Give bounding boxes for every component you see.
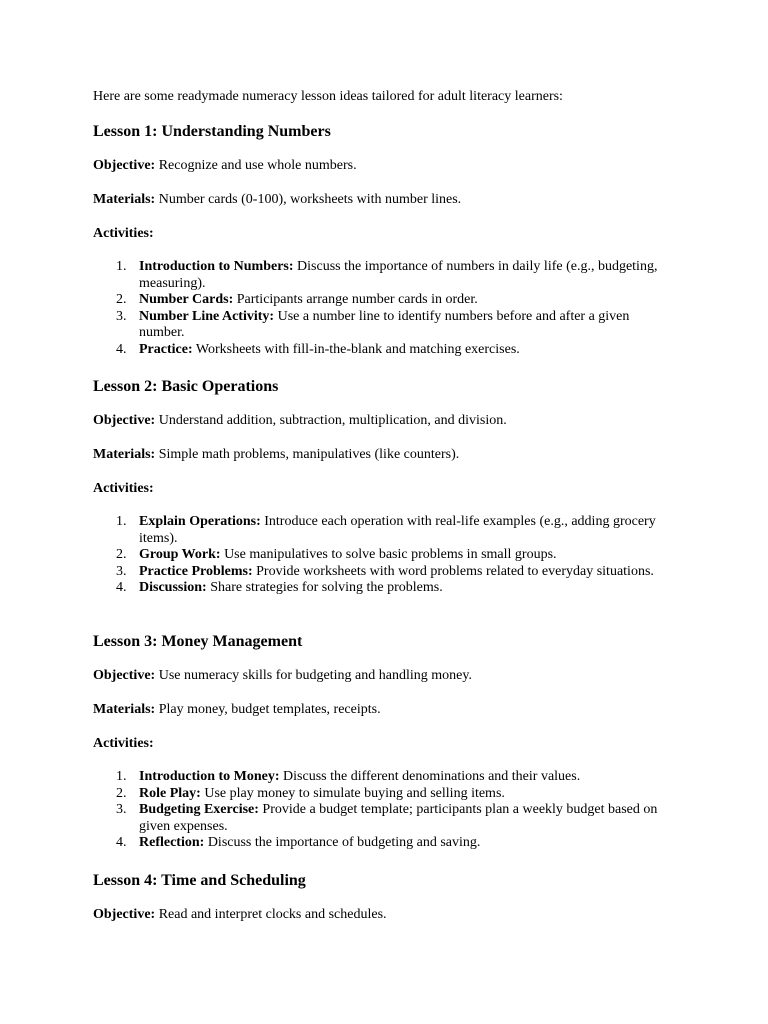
lesson-4-title: Lesson 4: Time and Scheduling [93,872,306,889]
list-item [0,259,669,292]
item-title: Number Line Activity: [139,308,275,324]
lesson-3-activities-label: Activities: [93,736,154,751]
lesson-2-materials [93,446,459,463]
lesson-2-objective [93,412,507,429]
list-item [0,292,669,309]
materials-text: Number cards (0-100), worksheets with number lines. [158,192,462,207]
lesson-1-objective [93,157,357,174]
item-text: Introduce each operation with real-life examples (e.g., adding grocery items). [139,514,656,546]
list-item [0,342,669,359]
item-text: Use a number line to identify numbers before and after a given number. [139,308,630,340]
item-title: Introduction to Numbers: [139,259,294,274]
item-number: 3. [116,802,127,817]
item-number: 1. [116,259,127,274]
item-title: Number Cards: [139,292,234,307]
lesson-1-activities-list [0,259,768,358]
item-number: 4. [116,341,127,357]
item-title: Practice: [139,341,193,357]
item-number: 3. [116,308,127,324]
item-number: 4. [116,835,127,850]
item-text: Use play money to simulate buying and selling items. [204,785,505,801]
item-number: 1. [116,514,127,529]
item-text: Use manipulatives to solve basic problems in small groups. [224,547,557,562]
item-text: Participants arrange number cards in order. [236,292,478,307]
lesson-1-materials [93,191,461,208]
item-text: Discuss the importance of budgeting and saving. [207,835,481,850]
item-title: Practice Problems: [139,563,253,579]
item-number: 1. [116,769,127,784]
objective-label: Objective: [93,158,156,173]
item-number: 3. [116,563,127,579]
item-text: Worksheets with fill-in-the-blank and matching exercises. [195,341,520,357]
item-title: Budgeting Exercise: [139,802,259,817]
item-text: Provide a budget template; participants plan a weekly budget based on given expenses. [139,802,658,834]
lesson-2-activities-label: Activities: [93,481,154,496]
objective-label: Objective: [93,413,156,428]
item-title: Group Work: [139,547,221,562]
lesson-1-title: Lesson 1: Understanding Numbers [93,123,331,140]
lesson-1-activities-label: Activities: [93,226,154,241]
objective-text: Understand addition, subtraction, multiplication, and division. [158,413,507,428]
lesson-4-objective [93,906,387,923]
objective-text: Recognize and use whole numbers. [158,158,357,173]
item-title: Role Play: [139,785,201,801]
item-title: Introduction to Money: [139,769,280,784]
materials-text: Play money, budget templates, receipts. [158,702,381,717]
item-title: Explain Operations: [139,514,261,529]
lesson-2-title: Lesson 2: Basic Operations [93,378,279,395]
item-number: 2. [116,292,127,307]
materials-label: Materials: [93,447,156,462]
item-number: 2. [116,547,127,562]
list-item [0,835,669,852]
intro-text: Here are some readymade numeracy lesson ideas tailored for adult literacy learners: [93,89,563,104]
lesson-3-materials [93,701,381,718]
item-title: Discussion: [139,580,207,595]
materials-label: Materials: [93,702,156,717]
item-number: 4. [116,580,127,595]
list-item [0,580,669,597]
item-title: Reflection: [139,835,205,850]
materials-label: Materials: [93,192,156,207]
lesson-2-activities-list [0,514,768,597]
objective-text: Use numeracy skills for budgeting and handling money. [158,668,472,683]
lesson-3-title: Lesson 3: Money Management [93,633,303,650]
lesson-3-objective [93,667,472,684]
objective-label: Objective: [93,668,156,683]
item-text: Discuss the different denominations and their values. [283,769,581,784]
item-text: Provide worksheets with word problems related to everyday situations. [256,563,654,579]
objective-label: Objective: [93,907,156,922]
item-text: Discuss the importance of numbers in daily life (e.g., budgeting, measuring). [139,259,658,291]
materials-text: Simple math problems, manipulatives (like counters). [158,447,460,462]
objective-text: Read and interpret clocks and schedules. [158,907,387,922]
list-item [0,802,669,835]
lesson-3-activities-list [0,769,768,852]
list-item [0,769,669,786]
list-item [0,564,669,581]
list-item [0,547,669,564]
list-item [0,309,669,342]
item-text: Share strategies for solving the problems. [210,580,443,595]
list-item [0,786,669,803]
list-item [0,514,669,547]
item-number: 2. [116,785,127,801]
